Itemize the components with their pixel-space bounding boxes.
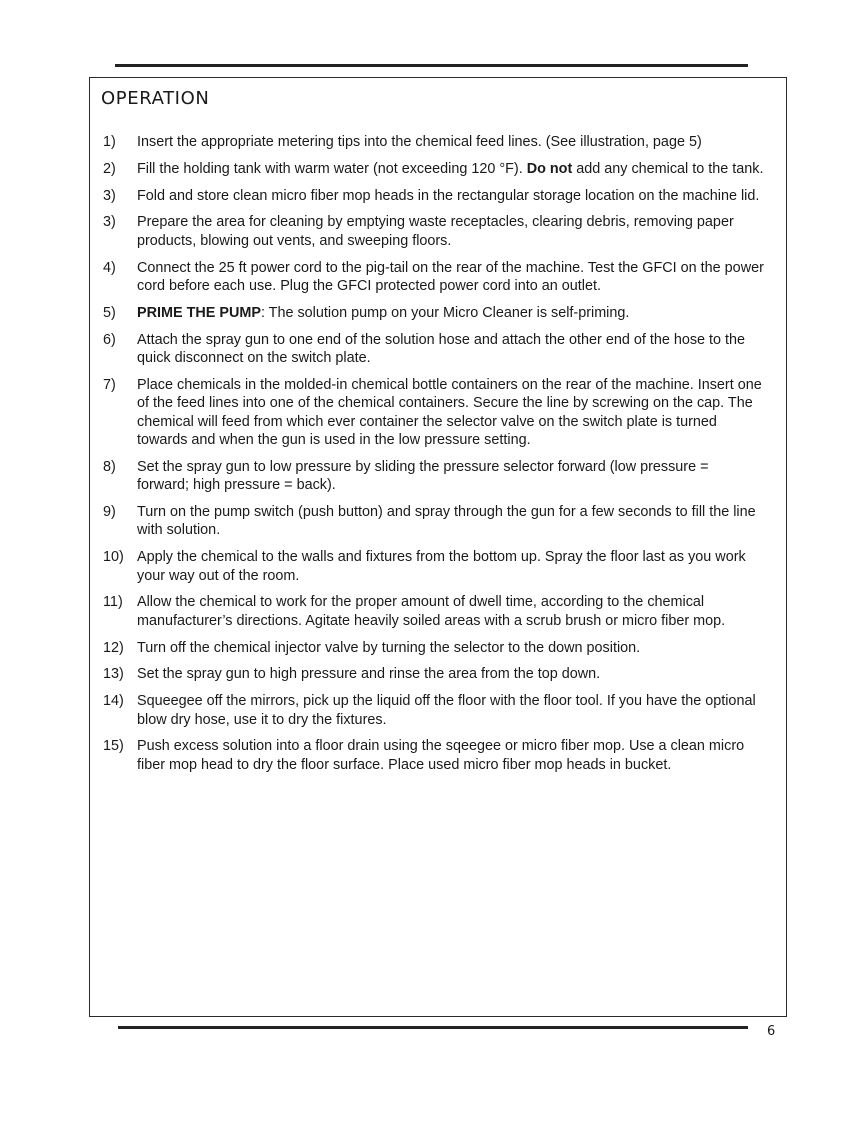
step-text <box>137 665 768 683</box>
step-item <box>103 187 768 205</box>
step-text <box>137 187 768 205</box>
step-text-emphasis: PRIME THE PUMP <box>137 304 261 321</box>
step-text-run: Prepare the area for cleaning by emptying waste receptacles, clearing debris, removing paper products, blowing out vents, and sweeping floors. <box>137 214 734 249</box>
step-number: 1) <box>103 134 116 150</box>
section-title: OPERATION <box>101 88 210 109</box>
step-text <box>137 503 768 540</box>
step-item <box>103 665 768 683</box>
step-text-run: Set the spray gun to low pressure by sliding the pressure selector forward (low pressure = forward; high pressure = back). <box>137 458 709 494</box>
step-text <box>137 593 768 630</box>
step-text-run: Place chemicals in the molded-in chemical bottle containers on the rear of the machine. Insert one of the feed lines into one of the chemical containers. Secure the line by screwing on the cap. The chemical will feed from which ever container the selector valve on the switch plate is turned towards and when the gun is used in the low pressure setting. <box>137 376 762 449</box>
step-item <box>103 737 768 774</box>
step-text-run: Push excess solution into a floor drain using the sqeegee or micro fiber mop. Use a clean micro fiber mop head to dry the floor surface. Place used micro fiber mop heads in bucket. <box>137 738 745 773</box>
step-item <box>103 548 768 585</box>
bottom-rule <box>118 1026 748 1029</box>
step-number: 13) <box>103 666 124 683</box>
step-item <box>103 376 768 450</box>
step-text-run: Connect the 25 ft power cord to the pig-tail on the rear of the machine. Test the GFCI on the power cord before each use. Plug the GFCI protected power cord into an outlet. <box>137 259 764 294</box>
step-text-run: Fill the holding tank with warm water (not exceeding 120 °F). <box>137 160 527 177</box>
step-text <box>137 737 768 774</box>
step-number: 8) <box>103 458 116 475</box>
step-item <box>103 639 768 657</box>
step-number: 6) <box>103 331 116 348</box>
step-text-run: Insert the appropriate metering tips into the chemical feed lines. (See illustration, page 5) <box>137 134 702 150</box>
step-text-run: Set the spray gun to high pressure and rinse the area from the top down. <box>137 666 601 683</box>
step-number: 9) <box>103 504 116 521</box>
step-number: 10) <box>103 549 124 566</box>
step-number: 11) <box>103 594 123 611</box>
step-number: 12) <box>103 639 124 656</box>
step-item <box>103 259 768 296</box>
step-number: 7) <box>103 376 116 393</box>
step-item <box>103 692 768 729</box>
step-item <box>103 503 768 540</box>
step-item <box>103 331 768 368</box>
step-text <box>137 160 768 178</box>
step-text-run: Turn on the pump switch (push button) and spray through the gun for a few seconds to fill the line with solution. <box>137 504 756 539</box>
step-text <box>137 548 768 585</box>
step-number: 3) <box>103 214 116 231</box>
step-text <box>137 376 768 450</box>
step-text <box>137 458 768 495</box>
step-text-emphasis: Do not <box>526 160 573 177</box>
step-text <box>137 331 768 368</box>
step-item <box>103 133 768 151</box>
step-text-run: Turn off the chemical injector valve by turning the selector to the down position. <box>137 639 641 656</box>
step-item <box>103 458 768 495</box>
step-number: 2) <box>103 160 116 177</box>
step-number: 14) <box>103 693 124 710</box>
step-text-run: : The solution pump on your Micro Cleaner is self-priming. <box>260 304 630 321</box>
step-item <box>103 593 768 630</box>
step-text-run: Fold and store clean micro fiber mop heads in the rectangular storage location on the machine lid. <box>137 187 760 204</box>
page-number: 6 <box>767 1024 776 1039</box>
step-text-run: add any chemical to the tank. <box>572 160 764 177</box>
step-item <box>103 213 768 250</box>
step-text-run: Attach the spray gun to one end of the solution hose and attach the other end of the hose to the quick disconnect on the switch plate. <box>137 331 746 366</box>
step-text <box>137 259 768 296</box>
step-text-run: Squeegee off the mirrors, pick up the liquid off the floor with the floor tool. If you have the optional blow dry hose, use it to dry the fixtures. <box>137 693 756 728</box>
step-item <box>103 304 768 322</box>
step-text <box>137 133 768 151</box>
operation-steps-list <box>103 133 768 783</box>
step-text <box>137 639 768 657</box>
top-rule <box>115 64 748 67</box>
step-text <box>137 213 768 250</box>
step-text <box>137 692 768 729</box>
step-number: 5) <box>103 304 116 321</box>
step-text-run: Allow the chemical to work for the proper amount of dwell time, according to the chemical manufacturer’s directions. Agitate heavily soiled areas with a scrub brush or micro fiber mop. <box>137 594 726 629</box>
step-text <box>137 304 768 322</box>
step-number: 4) <box>103 259 116 276</box>
step-text-run: Apply the chemical to the walls and fixtures from the bottom up. Spray the floor last as you work your way out of the room. <box>137 549 746 584</box>
step-number: 15) <box>103 738 124 755</box>
step-number: 3) <box>103 187 116 204</box>
step-item <box>103 160 768 178</box>
